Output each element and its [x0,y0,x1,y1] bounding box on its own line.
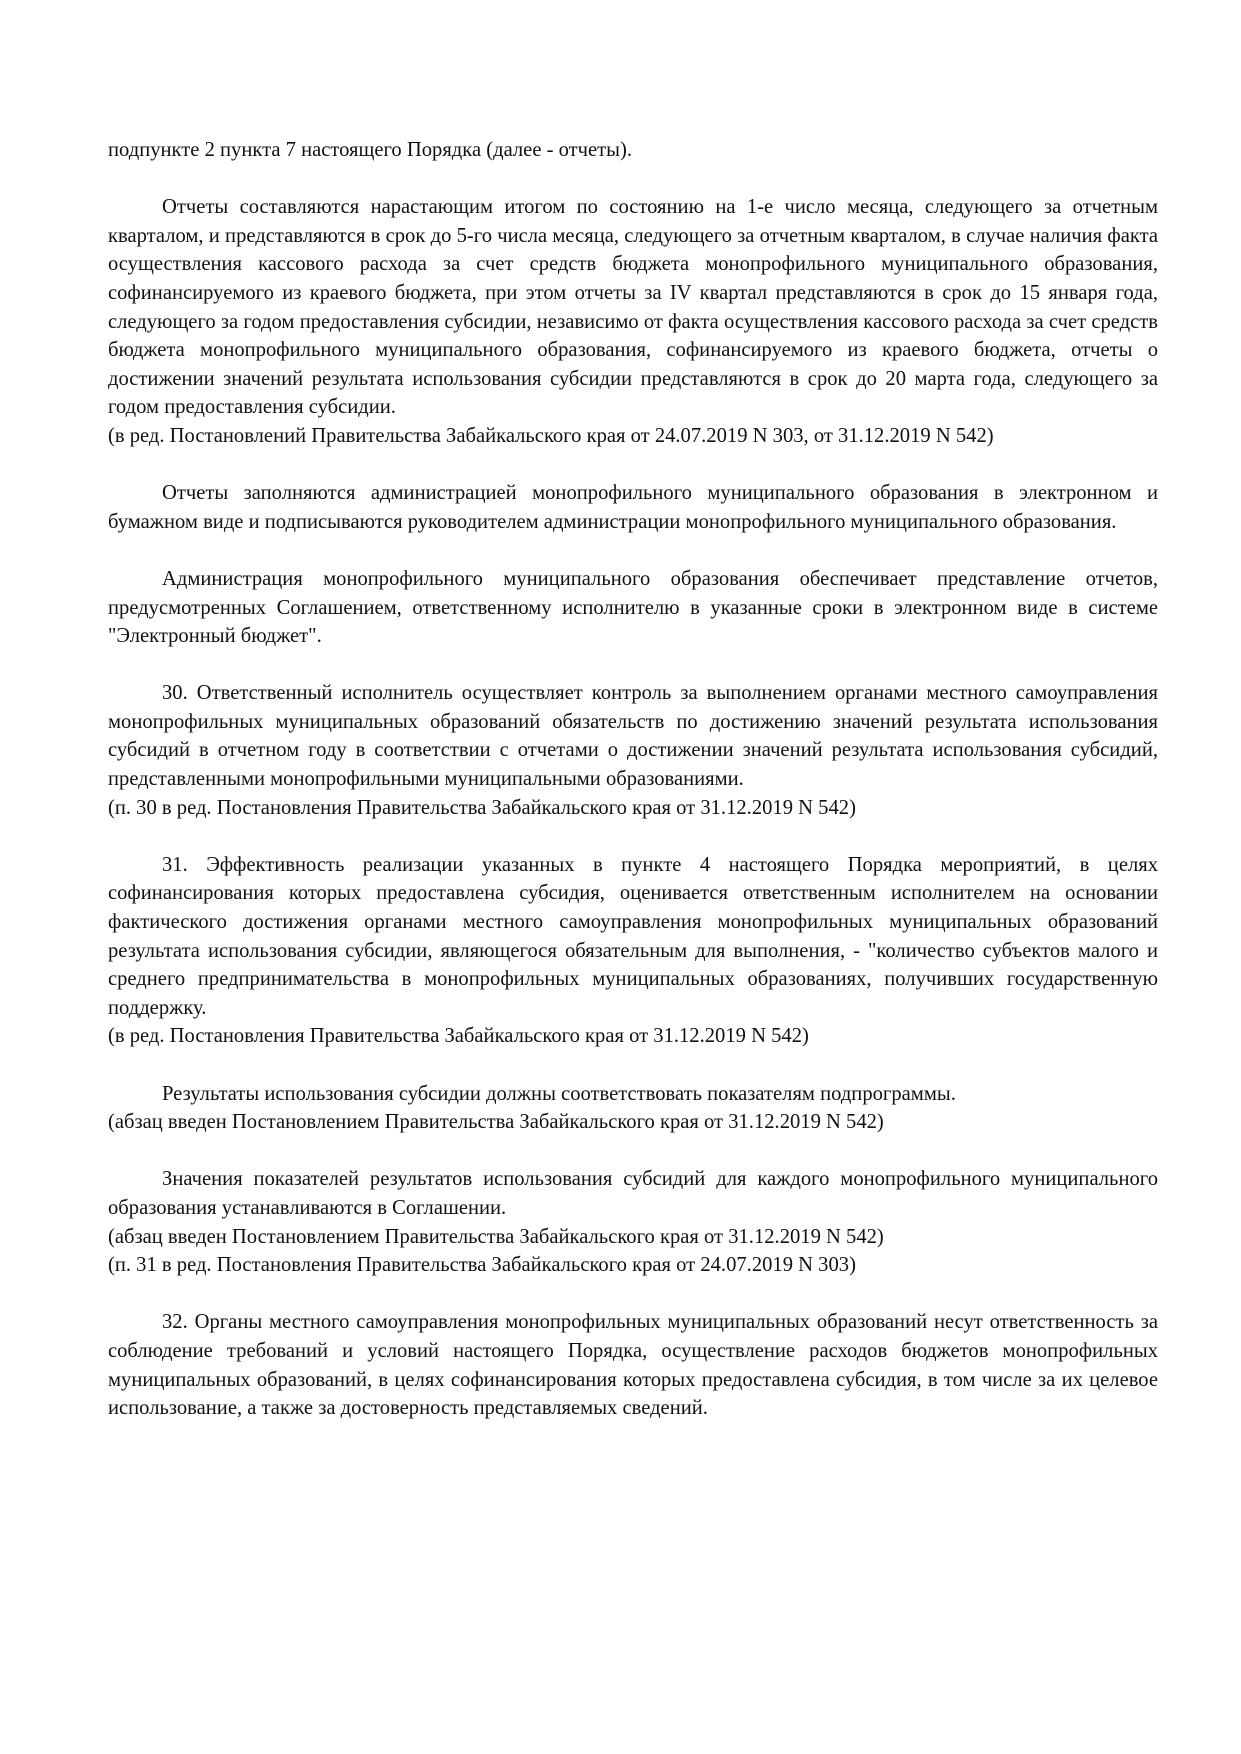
paragraph-block-reports-filling [108,479,1158,536]
paragraph-reports-filling: Отчеты заполняются администрацией монопрофильного муниципального образования в электронном и бумажном виде и подписываются руководителем администрации монопрофильного муниципального образования. [108,482,1158,533]
paragraph-item-32: 32. Органы местного самоуправления монопрофильных муниципальных образований несут ответственность за соблюдение требований и условий настоящего Порядка, осуществление расходов бюджетов монопрофильных муниципальных образований, в целях софинансирования которых предоставлена субсидия, в том числе за их целевое использование, а также за достоверность представляемых сведений. [108,1311,1158,1420]
amendment-note: (абзац введен Постановлением Правительства Забайкальского края от 31.12.2019 N 542) [108,1225,884,1248]
paragraph-block-item-30 [108,679,1158,822]
amendment-note: (абзац введен Постановлением Правительства Забайкальского края от 31.12.2019 N 542) [108,1111,884,1134]
paragraph-block-indicator-values [108,1165,1158,1279]
amendment-note: (в ред. Постановления Правительства Забайкальского края от 31.12.2019 N 542) [108,1025,809,1048]
paragraph-block-electronic-budget [108,565,1158,651]
intro-line: подпункте 2 пункта 7 настоящего Порядка (далее - отчеты). [108,139,632,161]
paragraph-indicator-values: Значения показателей результатов использования субсидий для каждого монопрофильного муниципального образования устанавливаются в Соглашении. [108,1168,1158,1219]
document-page [108,136,1158,1451]
paragraph-item-30: 30. Ответственный исполнитель осуществляет контроль за выполнением органами местного самоуправления монопрофильных муниципальных образований обязательств по достижению значений результата использования субсидий в отчетном году в соответствии с отчетами о достижении значений результата использования субсидий, представленными монопрофильными муниципальными образованиями. [108,682,1158,791]
paragraph-block-reports-timing [108,193,1158,450]
amendment-note: (п. 31 в ред. Постановления Правительства Забайкальского края от 24.07.2019 N 303) [108,1254,856,1277]
amendment-note: (в ред. Постановлений Правительства Забайкальского края от 24.07.2019 N 303, от 31.12.2019 N 542) [108,424,994,447]
paragraph-item-31: 31. Эффективность реализации указанных в пункте 4 настоящего Порядка мероприятий, в целях софинансирования которых предоставлена субсидия, оценивается ответственным исполнителем на основании фактического достижения органами местного самоуправления монопрофильных муниципальных образований результата использования субсидии, являющегося обязательным для выполнения, - "количество субъектов малого и среднего предпринимательства в монопрофильных муниципальных образованиях, получивших государственную поддержку. [108,853,1158,1019]
paragraph-results: Результаты использования субсидии должны соответствовать показателям подпрограммы. [162,1082,956,1105]
amendment-note: (п. 30 в ред. Постановления Правительства Забайкальского края от 31.12.2019 N 542) [108,796,856,819]
paragraph-block-results [108,1080,1158,1137]
paragraph-electronic-budget: Администрация монопрофильного муниципального образования обеспечивает представление отчетов, предусмотренных Соглашением, ответственному исполнителю в указанные сроки в электронном виде в системе "Электронный бюджет". [108,567,1158,648]
paragraph-block-item-32 [108,1308,1158,1422]
paragraph-block-item-31 [108,851,1158,1051]
paragraph-reports-timing: Отчеты составляются нарастающим итогом по состоянию на 1-е число месяца, следующего за отчетным кварталом, и представляются в срок до 5-го числа месяца, следующего за отчетным кварталом, в случае наличия факта осуществления кассового расхода за счет средств бюджета монопрофильного муниципального образования, софинансируемого из краевого бюджета, при этом отчеты за IV квартал представляются в срок до 15 января года, следующего за годом предоставления субсидии, независимо от факта осуществления кассового расхода за счет средств бюджета монопрофильного муниципального образования, софинансируемого из краевого бюджета, отчеты о достижении значений результата использования субсидии представляются в срок до 20 марта года, следующего за годом предоставления субсидии. [108,196,1158,419]
